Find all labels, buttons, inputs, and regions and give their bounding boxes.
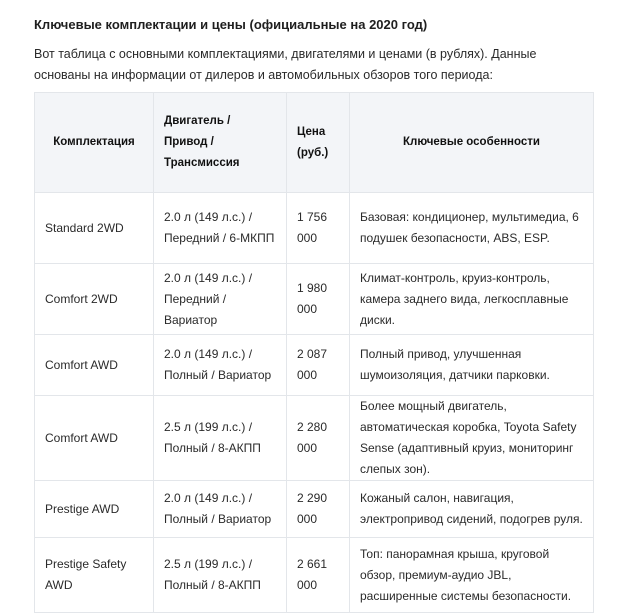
cell-features: Базовая: кондиционер, мультимедиа, 6 подушек безопасности, ABS, ESP. <box>350 193 594 264</box>
table-row <box>35 264 594 335</box>
cell-engine: 2.0 л (149 л.с.) / Передний / 6-МКПП <box>154 193 287 264</box>
cell-engine: 2.0 л (149 л.с.) / Полный / Вариатор <box>154 481 287 538</box>
cell-price: 2 087 000 <box>287 335 350 396</box>
cell-price: 2 290 000 <box>287 481 350 538</box>
table-row <box>35 396 594 481</box>
table-row <box>35 538 594 613</box>
cell-trim: Comfort AWD <box>35 335 154 396</box>
header-features: Ключевые особенности <box>350 93 594 193</box>
cell-trim: Prestige AWD <box>35 481 154 538</box>
table-header-row <box>35 93 594 193</box>
cell-features: Топ: панорамная крыша, круговой обзор, премиум-аудио JBL, расширенные системы безопасности. <box>350 538 594 613</box>
cell-trim: Prestige Safety AWD <box>35 538 154 613</box>
cell-features: Климат-контроль, круиз-контроль, камера заднего вида, легкосплавные диски. <box>350 264 594 335</box>
cell-price: 2 661 000 <box>287 538 350 613</box>
header-price: Цена (руб.) <box>287 93 350 193</box>
table-row <box>35 335 594 396</box>
cell-price: 1 756 000 <box>287 193 350 264</box>
table-row <box>35 193 594 264</box>
intro-paragraph: Вот таблица с основными комплектациями, двигателями и ценами (в рублях). Данные основаны на информации от дилеров и автомобильных обзоров того периода: <box>34 47 537 82</box>
cell-engine: 2.5 л (199 л.с.) / Полный / 8-АКПП <box>154 396 287 481</box>
cell-price: 2 280 000 <box>287 396 350 481</box>
trim-price-table <box>34 92 594 613</box>
cell-trim: Standard 2WD <box>35 193 154 264</box>
cell-price: 1 980 000 <box>287 264 350 335</box>
cell-engine: 2.0 л (149 л.с.) / Передний / Вариатор <box>154 264 287 335</box>
table-row <box>35 481 594 538</box>
header-trim: Комплектация <box>35 93 154 193</box>
cell-engine: 2.0 л (149 л.с.) / Полный / Вариатор <box>154 335 287 396</box>
cell-features: Более мощный двигатель, автоматическая коробка, Toyota Safety Sense (адаптивный круиз, мониторинг слепых зон). <box>350 396 594 481</box>
cell-trim: Comfort 2WD <box>35 264 154 335</box>
cell-trim: Comfort AWD <box>35 396 154 481</box>
section-heading: Ключевые комплектации и цены (официальные на 2020 год) <box>34 17 428 32</box>
cell-engine: 2.5 л (199 л.с.) / Полный / 8-АКПП <box>154 538 287 613</box>
header-engine: Двигатель / Привод / Трансмиссия <box>154 93 287 193</box>
cell-features: Кожаный салон, навигация, электропривод сидений, подогрев руля. <box>350 481 594 538</box>
cell-features: Полный привод, улучшенная шумоизоляция, датчики парковки. <box>350 335 594 396</box>
